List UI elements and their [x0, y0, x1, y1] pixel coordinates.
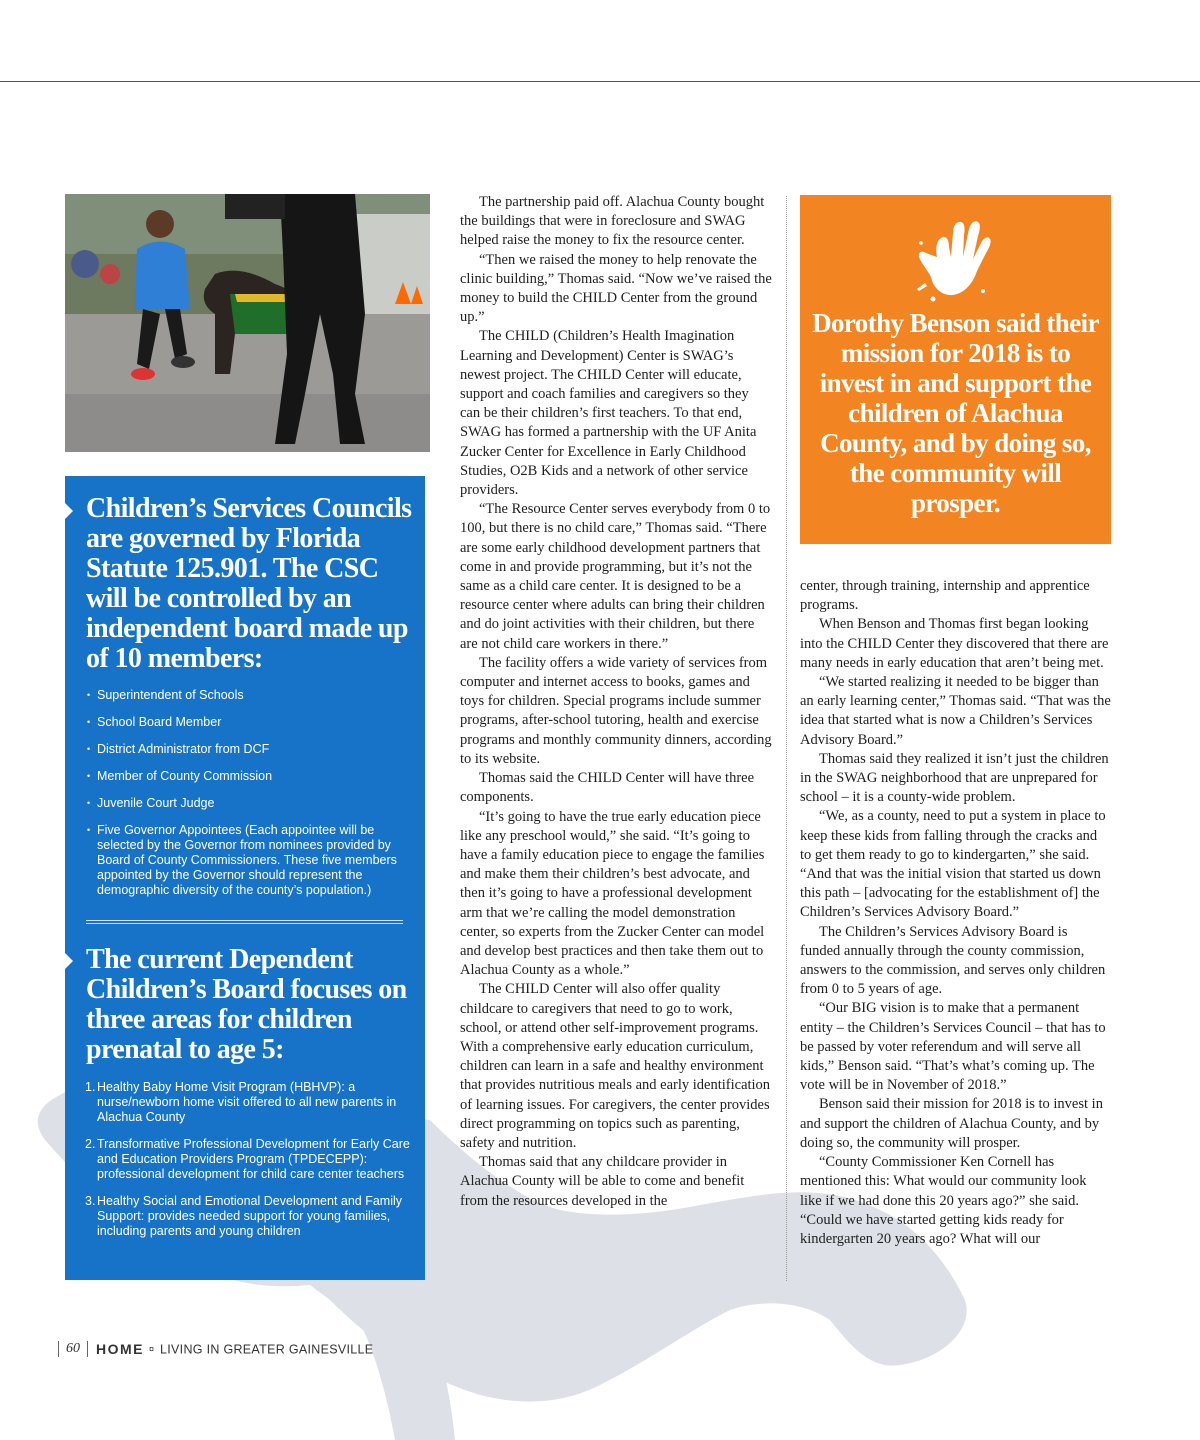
handprint-icon	[913, 213, 999, 305]
sidebar-heading-governance: Children’s Services Councils are governed by Florida Statute 125.901. The CSC will be controlled by an independent board made up of 10 members:	[86, 493, 412, 674]
list-item-text: Healthy Social and Emotional Development and Family Support: provides needed support for young families, including parents and young children	[97, 1194, 403, 1238]
article-paragraph: The facility offers a wide variety of services from computer and internet access to books, games and toys for children. Special programs include summer programs, after-school tutoring, health and exercise programs and monthly community dinners, according to its website.	[460, 654, 772, 767]
article-paragraph: “Our BIG vision is to make that a permanent entity – the Children’s Services Council – that has to be passed by voter referendum and will serve all kids,” Benson said. “That’s what’s coming up. The vote will be in November of 2018.”	[800, 1000, 1106, 1094]
sidebar-divider	[86, 920, 403, 924]
article-paragraph: center, through training, internship and apprentice programs.	[800, 578, 1090, 614]
page-footer	[58, 1340, 373, 1360]
board-members-list	[87, 688, 407, 910]
list-item: • District Administrator from DCF	[87, 742, 407, 757]
list-item-text: Healthy Baby Home Visit Program (HBHVP): a nurse/newborn home visit offered to all new parents in Alachua County	[97, 1080, 397, 1124]
sidebar-notch	[64, 502, 73, 520]
list-item: • School Board Member	[87, 715, 407, 730]
column-separator	[786, 196, 787, 1281]
page-number: 60	[66, 1341, 80, 1357]
csc-info-sidebar	[65, 476, 425, 1280]
article-paragraph: “Then we raised the money to help renovate the clinic building,” Thomas said. “Now we’ve raised the money to build the CHILD Center from the ground up.”	[460, 251, 772, 326]
footer-bar	[58, 1341, 59, 1357]
article-column-2	[800, 577, 1111, 1249]
article-paragraph: The CHILD Center will also offer quality childcare to caregivers that need to go to work, school, or attend other self-improvement programs. With a comprehensive early education curriculum, children can learn in a safe and healthy environment that provides nutritious meals and early identification of learning issues. For caregivers, the center provides direct programming on topics such as parenting, safety and nutrition.	[460, 981, 771, 1151]
article-paragraph: Benson said their mission for 2018 is to invest in and support the children of Alachua County, and by doing so, the community will prosper.	[800, 1096, 1103, 1151]
pull-quote-text: Dorothy Benson said their mission for 2018 is to invest in and support the children of Alachua County, and by doing so, the community will prosper.	[812, 308, 1099, 518]
list-item: • Five Governor Appointees (Each appointee will be selected by the Governor from nominees provided by Board of County Commissioners. These five members appointed by the Governor should represent the demographic diversity of the county’s population.)	[87, 823, 407, 898]
list-item	[85, 1137, 410, 1182]
article-paragraph: The partnership paid off. Alachua County bought the buildings that were in foreclosure and SWAG helped raise the money to fix the resource center.	[460, 194, 765, 249]
article-paragraph: The CHILD (Children’s Health Imagination Learning and Development) Center is SWAG’s newest project. The CHILD Center will educate, support and coach families and caregivers so they can be their children’s first teachers. To that end, SWAG has formed a partnership with the UF Anita Zucker Center for Excellence in Early Childhood Studies, O2B Kids and a network of other service providers.	[460, 328, 757, 499]
article-paragraph: “We, as a county, need to put a system in place to keep these kids from falling through the cracks and to get them ready to go to kindergarten,” she said. “And that was the initial vision that started us down this path – [advocating for the establishment of] the Children’s Services Advisory Board.”	[800, 808, 1106, 921]
list-item-text: Transformative Professional Development for Early Care and Education Providers Program (TPDECEPP): professional development for child care center teachers	[97, 1137, 410, 1181]
list-item: • Member of County Commission	[87, 769, 407, 784]
article-paragraph: When Benson and Thomas first began looking into the CHILD Center they discovered that there are many needs in early education that aren’t being met.	[800, 616, 1109, 671]
pull-quote-box	[800, 195, 1111, 544]
list-item: • Superintendent of Schools	[87, 688, 407, 703]
sidebar-heading-focus-areas: The current Dependent Children’s Board focuses on three areas for children prenatal to age 5:	[86, 944, 407, 1065]
list-number: 3.	[85, 1194, 96, 1208]
article-paragraph: “We started realizing it needed to be bigger than an early learning center,” Thomas said. “That was the idea that started what is now a Children’s Services Advisory Board.”	[800, 674, 1111, 748]
list-item: • Juvenile Court Judge	[87, 796, 407, 811]
sidebar-notch	[64, 952, 73, 970]
article-paragraph: “It’s going to have the true early education piece like any preschool would,” she said. “It’s going to have a family education piece to engage the families and make them their children’s best advocate, and then it’s going to have a professional development arm that we’re calling the model demonstration center, so experts from the Zucker Center can model and develop best practices and then take them out to Alachua County as a whole.”	[460, 808, 765, 979]
photo-boy-with-pony	[65, 194, 430, 452]
footer-bar	[87, 1341, 88, 1357]
footer-separator: ¤	[149, 1344, 155, 1355]
article-column-1	[460, 193, 772, 1211]
event-photo	[65, 194, 430, 452]
article-paragraph: “The Resource Center serves everybody from 0 to 100, but there is no child care,” Thomas said. “There are some early childhood development partners that come in and provide programming, but it’s not the same as a child care center. It is designed to be a resource center where adults can bring their children and do joint activities with their children, but there are not child care workers in there.”	[460, 501, 771, 652]
magazine-brand: HOME	[96, 1341, 144, 1358]
article-paragraph: The Children’s Services Advisory Board is funded annually through the county commission, answers to the commission, and serves only children from 0 to 5 years of age.	[800, 923, 1106, 998]
focus-areas-list	[85, 1080, 410, 1251]
article-paragraph: “County Commissioner Ken Cornell has mentioned this: What would our community look like if we had done this 20 years ago?” she said. “Could we have started getting kids ready for kindergarten 20 years ago? What will our	[800, 1154, 1087, 1247]
list-number: 1.	[85, 1080, 96, 1094]
list-item	[85, 1080, 410, 1125]
article-paragraph: Thomas said the CHILD Center will have three components.	[460, 770, 755, 806]
article-paragraph: Thomas said that any childcare provider in Alachua County will be able to come and benefit from the resources developed in the	[460, 1154, 745, 1209]
article-paragraph: Thomas said they realized it isn’t just the children in the SWAG neighborhood that are unprepared for school – it is a county-wide problem.	[800, 750, 1109, 806]
list-number: 2.	[85, 1137, 96, 1151]
magazine-tagline: LIVING IN GREATER GAINESVILLE	[160, 1342, 374, 1357]
list-item	[85, 1194, 410, 1239]
